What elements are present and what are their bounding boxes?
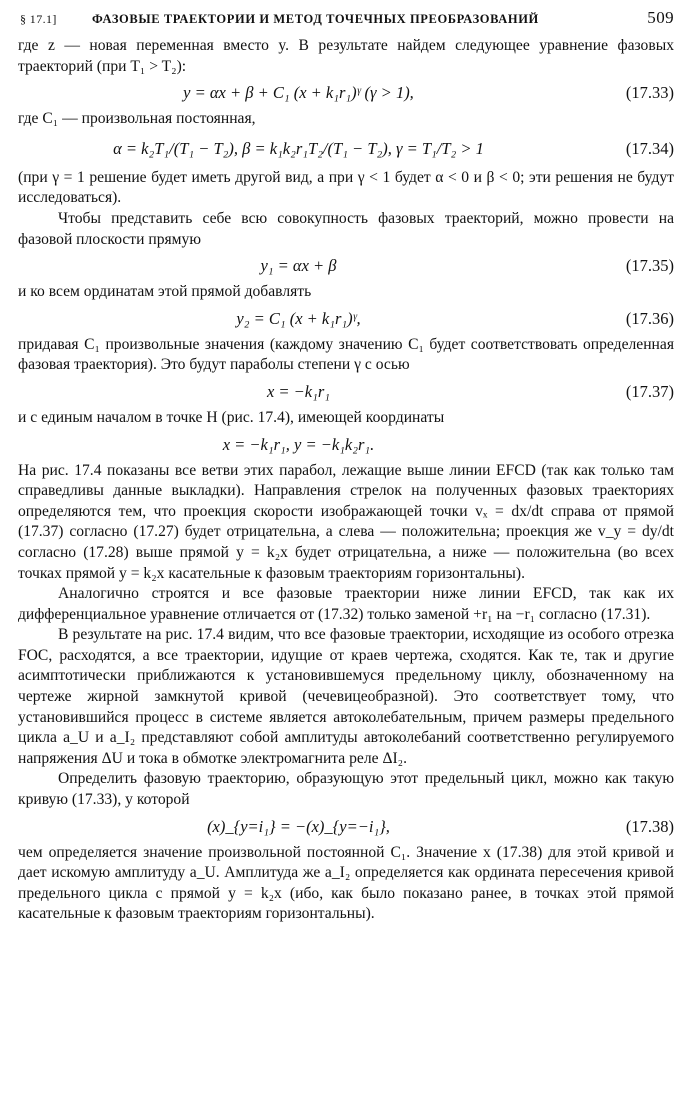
equation-number: (17.38) xyxy=(625,816,674,836)
equation-formula: y₂ = C₁ (x + k₁r₁)ᵞ, xyxy=(236,308,361,328)
equation-formula: (x)_{y=i₁} = −(x)_{y=−i₁}, xyxy=(207,816,390,836)
paragraph: и с единым началом в точке H (рис. 17.4), имеющей координаты xyxy=(18,408,445,426)
paragraph: Определить фазовую траекторию, образующую этот предельный цикл, можно как такую кривую (17.33), у которой xyxy=(18,770,674,809)
equation-formula: α = k₂T₁/(T₁ − T₂), β = k₁k₂r₁T₂/(T₁ − T₂), γ = T₁/T₂ > 1 xyxy=(113,138,484,158)
paragraph: где z — новая переменная вместо y. В результате найдем следующее уравнение фазовых траекторий (при T₁ > T₂): xyxy=(18,37,674,75)
paragraph: Чтобы представить себе всю совокупность фазовых траекторий, можно провести на фазовой плоскости прямую xyxy=(18,209,674,248)
paragraph: Аналогично строятся и все фазовые траектории ниже линии EFCD, так как их дифференциальное уравнение отличается от (17.32) только заменой +r₁ на −r₁ согласно (17.31). xyxy=(18,585,674,623)
equation-formula: y₁ = αx + β xyxy=(260,256,337,276)
equation-number: (17.37) xyxy=(625,381,674,401)
equation xyxy=(18,130,674,168)
running-title: ФАЗОВЫЕ ТРАЕКТОРИИ И МЕТОД ТОЧЕЧНЫХ ПРЕОБРАЗОВАНИЙ xyxy=(92,12,539,26)
page xyxy=(18,6,674,925)
running-header xyxy=(18,6,674,36)
equation xyxy=(18,303,674,335)
equation xyxy=(18,376,674,408)
equation-formula: x = −k₁r₁, y = −k₁k₂r₁. xyxy=(222,434,375,454)
section-marker: § 17.1] xyxy=(20,12,57,26)
equation xyxy=(18,250,674,282)
equation xyxy=(18,811,674,843)
paragraph: где C₁ — произвольная постоянная, xyxy=(18,110,256,128)
equation-number: (17.34) xyxy=(625,138,674,158)
equation-number: (17.35) xyxy=(625,256,674,276)
paragraph: и ко всем ординатам этой прямой добавлять xyxy=(18,283,312,301)
equation xyxy=(18,77,674,109)
equation-formula: x = −k₁r₁ xyxy=(266,381,331,401)
equation-number: (17.33) xyxy=(625,83,674,103)
paragraph: На рис. 17.4 показаны все ветви этих парабол, лежащие выше линии EFCD (так как только там справедливы данные выкладки). Направления стрелок на полученных фазовых траекториях определяются тем, что проекция скорости изображающей точки vₓ = dx/dt справа от прямой (17.37) согласно (17.27) будет отрицательна, а слева — положительна; проекция же v_y = dy/dt согласно (17.28) выше прямой y = k₂x будет отрицательна, а ниже — положительна (во всех точках прямой y = k₂x касательные к фазовым траекториям горизонтальны). xyxy=(18,461,674,582)
equation xyxy=(18,429,674,461)
paragraph: (при γ = 1 решение будет иметь другой вид, а при γ < 1 будет α < 0 и β < 0; эти решения не будут исследоваться). xyxy=(18,168,674,207)
paragraph: придавая C₁ произвольные значения (каждому значению C₁ будет соответствовать определенная фазовая траектория). Это будут параболы степени γ с осью xyxy=(18,335,674,374)
page-number: 509 xyxy=(647,8,674,27)
paragraph: В результате на рис. 17.4 видим, что все фазовые траектории, исходящие из особого отрезка FOC, расходятся, а все траектории, идущие от краев чертежа, сходятся. Как те, так и другие асимптотически приближаются к установившемуся предельному циклу, обозначенному на чертеже жирной замкнутой кривой (чечевицеобразной). Это соответствует тому, что установившийся процесс в системе является автоколебательным, причем размеры предельного цикла a_U и a_I₂ представляют собой амплитуды автоколебаний соответственно регулируемого напряжения ΔU и тока в обмотке электромагнита реле ΔI₂. xyxy=(18,626,674,767)
equation-number: (17.36) xyxy=(625,308,674,328)
body-text xyxy=(18,36,674,925)
equation-formula: y = αx + β + C₁ (x + k₁r₁)ᵞ (γ > 1), xyxy=(183,83,414,103)
paragraph: чем определяется значение произвольной постоянной C₁. Значение x (17.38) для этой кривой и дает искомую амплитуду a_U. Амплитуда же a_I₂ определяется как ордината пересечения кривой предельного цикла с прямой y = k₂x (ибо, как было показано ранее, в точках этой прямой касательные к фазовым траекториям горизонтальны). xyxy=(18,843,674,923)
